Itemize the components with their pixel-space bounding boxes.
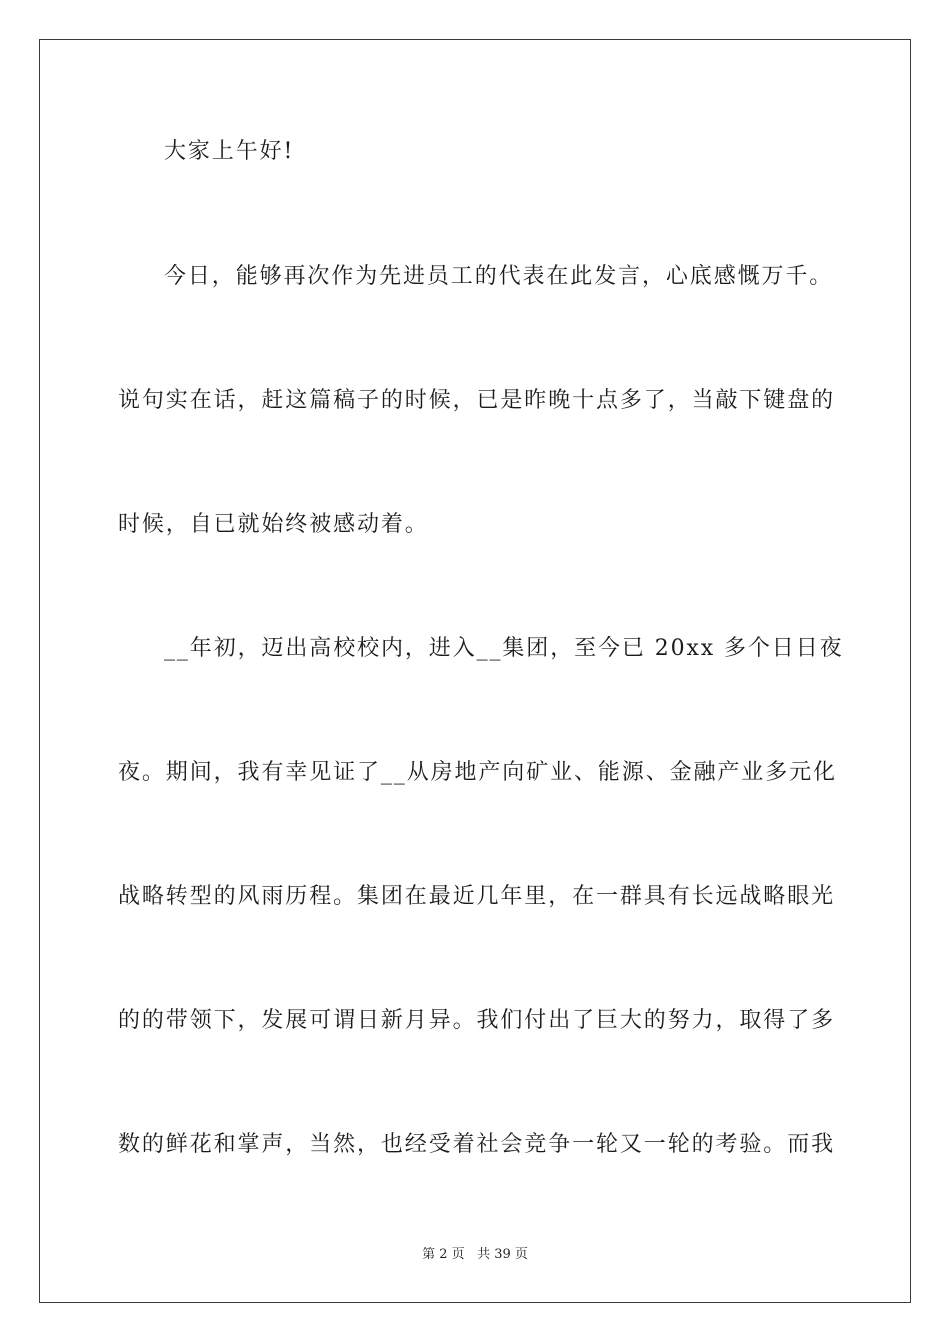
text-line: 今日，能够再次作为先进员工的代表在此发言，心底感慨万千。: [164, 264, 834, 289]
text-line: 数的鲜花和掌声，当然，也经受着社会竞争一轮又一轮的考验。而我: [118, 1132, 836, 1157]
page-border: [39, 39, 911, 1303]
text-line-greeting: 大家上午好!: [164, 139, 295, 164]
page-number: 第 2 页: [422, 1247, 465, 1262]
page-total: 共 39 页: [477, 1247, 528, 1262]
text-line: 时候，自已就始终被感动着。: [118, 512, 429, 537]
text-line: __年初，迈出高校校内，进入__集团，至今已 20xx 多个日日夜: [164, 636, 844, 661]
text-line: 战略转型的风雨历程。集团在最近几年里，在一群具有长远战略眼光: [118, 884, 836, 909]
page-footer: [0, 1245, 950, 1265]
text-line: 说句实在话，赶这篇稿子的时候，已是昨晚十点多了，当敲下键盘的: [118, 388, 836, 413]
text-line: 夜。期间，我有幸见证了__从房地产向矿业、能源、金融产业多元化: [118, 760, 837, 785]
text-line: 的的带领下，发展可谓日新月异。我们付出了巨大的努力，取得了多: [118, 1008, 836, 1033]
